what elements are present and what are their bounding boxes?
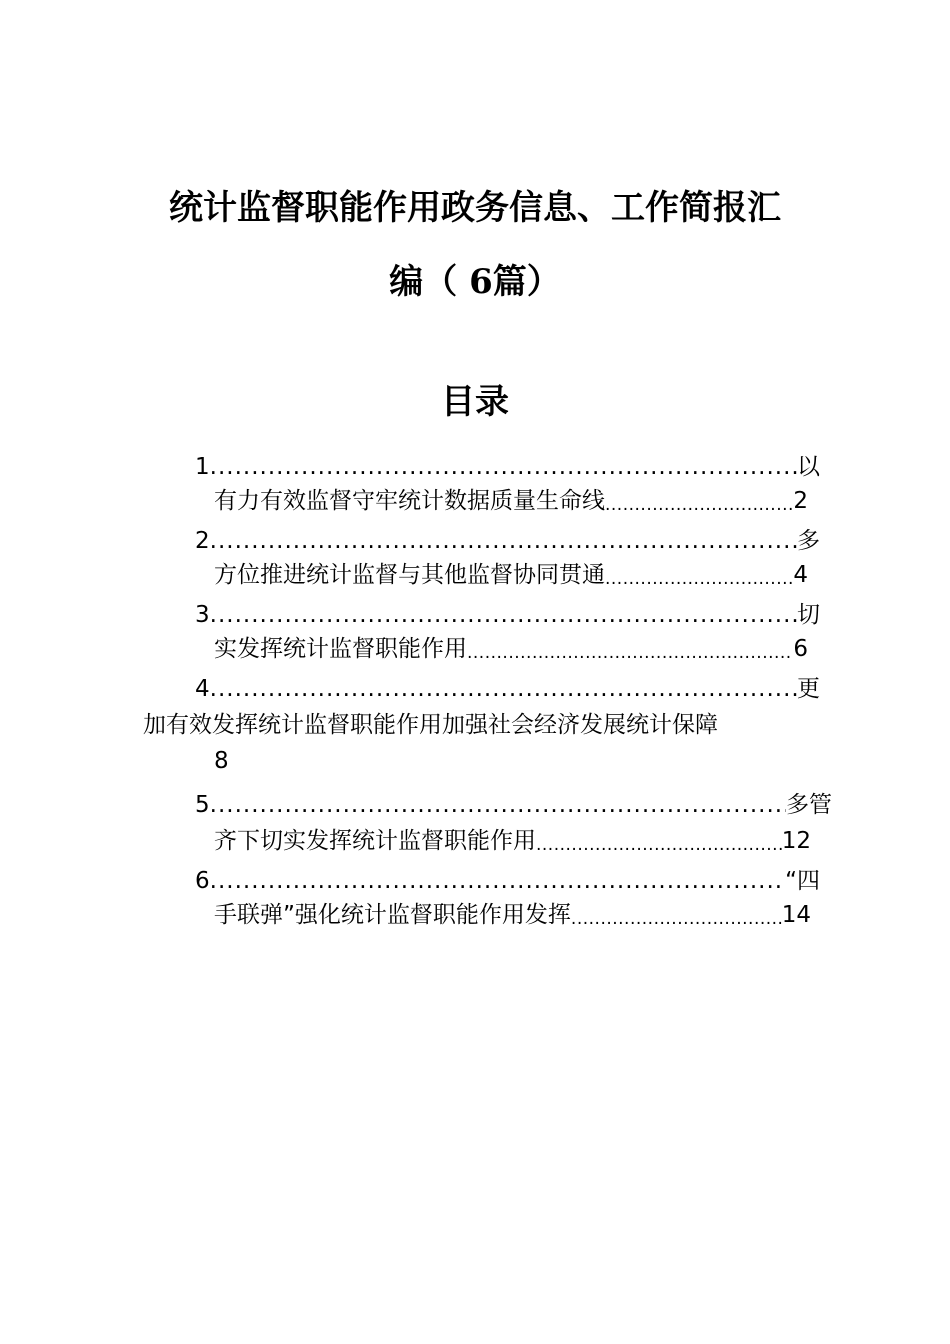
toc-entry-2-line-1[interactable] — [195, 522, 820, 556]
toc-entry-number: 3 — [195, 602, 210, 628]
toc-entry-number: 1 — [195, 454, 210, 480]
toc-entry-6-line-1[interactable] — [195, 862, 820, 896]
toc-entry-4-line-2[interactable] — [143, 706, 803, 740]
toc-entry-1-line-2[interactable] — [214, 482, 808, 516]
dot-leader — [605, 486, 793, 516]
dot-leader — [210, 866, 785, 896]
dot-leader — [210, 790, 786, 820]
document-title-line-2: 编（ 6篇） — [389, 262, 561, 302]
toc-entry-number: 5 — [195, 792, 210, 818]
dot-leader — [605, 560, 793, 590]
dot-leader — [210, 600, 797, 630]
dot-leader — [210, 452, 797, 482]
toc-entry-page: 14 — [781, 902, 811, 928]
toc-entry-4-line-1[interactable] — [195, 670, 820, 704]
dot-leader — [210, 674, 797, 704]
toc-entry-number: 4 — [195, 676, 210, 702]
toc-heading: 目录 — [441, 382, 509, 422]
toc-entry-page: 8 — [214, 748, 229, 774]
toc-entry-page: 4 — [793, 562, 808, 588]
toc-entry-number: 2 — [195, 528, 210, 554]
toc-entry-3-line-2[interactable] — [214, 630, 808, 664]
dot-leader — [571, 900, 782, 930]
toc-entry-head: 更 — [797, 676, 820, 702]
toc-entry-head: 以 — [797, 454, 820, 480]
toc-entry-text: 齐下切实发挥统计监督职能作用 — [214, 828, 536, 854]
toc-entry-head: 多 — [797, 528, 820, 554]
toc-entry-page: 12 — [781, 828, 811, 854]
toc-entry-head: 多管 — [786, 792, 832, 818]
toc-entry-2-line-2[interactable] — [214, 556, 808, 590]
document-title-line-1: 统计监督职能作用政务信息、工作简报汇 — [169, 188, 781, 228]
toc-entry-text: 方位推进统计监督与其他监督协同贯通 — [214, 562, 605, 588]
dot-leader — [467, 634, 793, 664]
toc-entry-text: 手联弹”强化统计监督职能作用发挥 — [214, 902, 571, 928]
toc-entry-1-line-1[interactable] — [195, 448, 820, 482]
toc-entry-6-line-2[interactable] — [214, 896, 811, 930]
toc-entry-5-line-2[interactable] — [214, 822, 811, 856]
toc-entry-page: 2 — [793, 488, 808, 514]
toc-entry-page: 6 — [793, 636, 808, 662]
toc-entry-3-line-1[interactable] — [195, 596, 820, 630]
dot-leader — [536, 826, 782, 856]
toc-entry-text: 有力有效监督守牢统计数据质量生命线 — [214, 488, 605, 514]
toc-entry-head: “四 — [785, 868, 820, 894]
toc-entry-head: 切 — [797, 602, 820, 628]
toc-entry-text: 加有效发挥统计监督职能作用加强社会经济发展统计保障 — [143, 712, 718, 738]
dot-leader — [210, 526, 797, 556]
toc-entry-5-line-1[interactable] — [195, 786, 832, 820]
toc-entry-4-line-3[interactable] — [214, 742, 274, 776]
toc-entry-text: 实发挥统计监督职能作用 — [214, 636, 467, 662]
toc-entry-number: 6 — [195, 868, 210, 894]
